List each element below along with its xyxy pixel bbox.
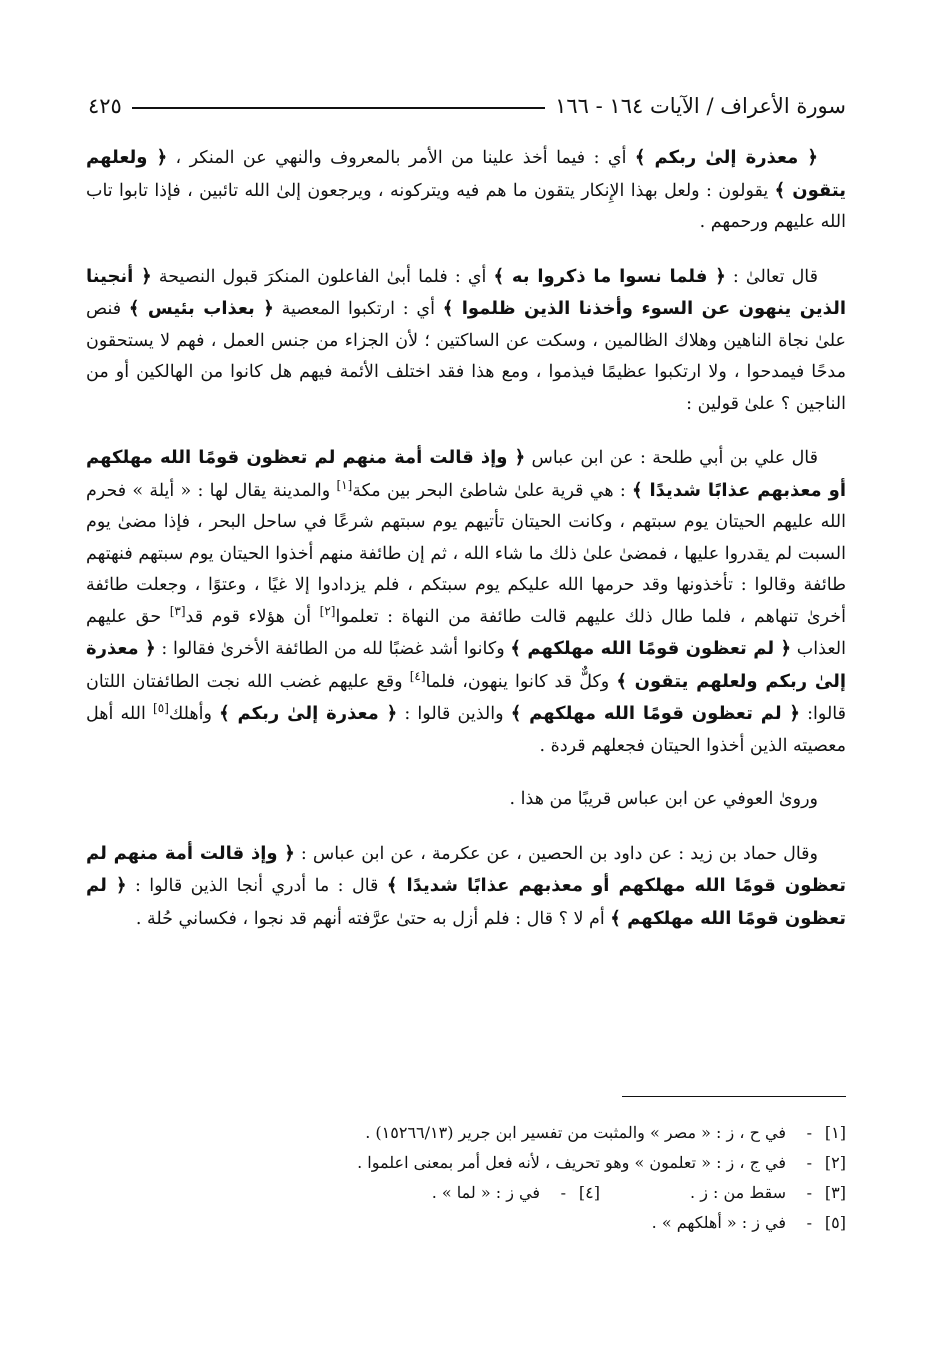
text-run: ورویٰ العوفي عن ابن عباس قريبًا من هذا . [509,789,818,809]
text-run: وكانوا أشد غضبًا لله من الطائفة الأخرىٰ فقالوا : [155,639,511,659]
footnote-row [120,1148,846,1178]
footnote-number: [٣] [824,1183,846,1202]
quran-quote: ﴿ أنجينا الذين ينهون عن السوء وأخذنا الذين ظلموا ﴾ [86,265,846,319]
text-run: وكلٌّ قد كانوا ينهون، فلما [425,671,617,692]
text-run: أي : فيما أخذ علينا من الأمر بالمعروف والنهي عن المنكر ، [167,148,635,168]
text-run: وقال حماد بن زيد : عن داود بن الحصين ، عن عكرمة ، عن ابن عباس : [294,843,818,864]
running-title: سورة الأعراف / الآيات ١٦٤ - ١٦٦ [555,94,846,118]
quran-quote: ﴿ معذرة إلىٰ ربكم ﴾ [219,703,398,724]
footnote-row [120,1118,846,1148]
text-run: وقع عليهم غضب الله نجت الطائفتان اللتان قالوا: [86,671,846,724]
footnote-number: [١] [824,1123,846,1142]
text-run: قال علي بن أبي طلحة : عن ابن عباس [525,448,819,468]
footnote-dash: - [806,1153,812,1172]
footnote-ref: [٢] [319,603,336,618]
main-text [86,142,846,957]
paragraph [86,142,846,239]
quran-quote: ﴿ لم تعظون قومًا الله مهلكهم ﴾ [510,638,792,659]
text-run: والمدينة يقال لها : « أيلة » فحرم الله عليهم الحيتان يوم سبتهم ، وكانت الحيتان تأتيهم يوم سبتهم شرعًا في ساحل البحر ، فإذا مضىٰ يوم السبت لم يقدروا عليها ، فمضىٰ علىٰ ذلك ما شاء الله ، ثم إن طائفة منهم أخذوا الحيتان يوم سبتهم فنهتهم طائفة وقالوا : تأخذونها وقد حرمها الله عليكم يوم سبتكم ، فلم يزدادوا إلا غيًا ، وعتوًا ، وجعلت طائفة أخرىٰ تنهاهم ، فلما طال ذلك عليهم قالت طائفة من النهاة : تعلموا [86,480,846,627]
text-run: قال : ما أدري أنجا الذين قالوا : [126,876,387,896]
footnote-ref: [١] [336,477,353,492]
quran-quote: ﴿ وإذ قالت أمة منهم لم تعظون قومًا الله مهلكهم أو معذبهم عذابًا شديدًا ﴾ [86,447,847,501]
footnote-separator [622,1096,846,1097]
text-run: : هي قرية علىٰ شاطئ البحر بين مكة [352,480,632,501]
footnotes [120,1118,846,1238]
footnote [690,1178,846,1208]
text-run: أن هؤلاء قوم قد [185,606,320,627]
footnote-text: في ز : « لما » . [431,1183,541,1202]
paragraph [86,442,846,762]
header-rule [132,107,545,109]
quran-quote: ﴿ ولعلهم يتقون ﴾ [86,147,846,201]
footnote [432,1178,600,1208]
quran-quote: ﴿ لم تعظون قومًا الله مهلكهم ﴾ [86,875,846,929]
footnote [652,1208,846,1238]
footnote-row [120,1178,846,1208]
paragraph [86,261,846,421]
footnote-text: في ح ، ز : « مصر » والمثبت من تفسير ابن جرير (١٥٢٦٦/١٣) . [365,1123,786,1142]
text-run: حق عليهم العذاب [86,606,846,659]
footnote-number: [٤] [578,1183,601,1202]
text-run: يقولون : ولعل بهذا الإِنكار يتقون ما هم فيه ويتركونه ، ويرجعون إلىٰ الله تائبين ، فإذا تابوا تاب الله عليهم ورحمهم . [86,180,846,232]
paragraph [86,838,846,936]
footnote-text: سقط من : ز . [690,1183,786,1202]
footnote-number: [٢] [824,1153,846,1172]
text-run: قال تعالىٰ : [725,266,818,287]
footnote-gap [600,1178,690,1208]
footnote-text: في ج ، ز : « تعلمون » وهو تحريف ، لأنه فعل أمر بمعنى اعلموا . [357,1153,786,1172]
quran-quote: ﴿ فلما نسوا ما ذكروا به ﴾ [493,265,726,287]
text-run: أي : فلما أبىٰ الفاعلون المنكرَ قبول النصيحة [151,266,494,287]
footnote-row [120,1208,846,1238]
text-run: أي : ارتكبوا المعصية [273,299,443,319]
text-run: الله أهل معصيته الذين أخذوا الحيتان فجعلهم قردة . [86,704,846,756]
quran-quote: ﴿ بعذاب بئيس ﴾ [128,298,274,319]
quran-quote: ﴿ معذرة إلىٰ ربكم ولعلهم يتقون ﴾ [86,638,847,692]
text-run: أم لا ؟ قال : فلم أزل به حتىٰ عرَّفته أنهم قد نجوا ، فكساني حُلة . [135,908,611,929]
footnote-ref: [٤] [409,668,426,683]
footnote-dash: - [806,1123,812,1142]
page-header [88,82,846,118]
footnote [365,1118,846,1148]
text-run: والذين قالوا : [397,704,511,724]
quran-quote: ﴿ لم تعظون قومًا الله مهلكهم ﴾ [510,703,800,724]
footnote-dash: - [806,1213,812,1232]
footnote-ref: [٣] [169,603,186,618]
page-number: ٤٢٥ [88,94,122,118]
footnote-number: [٥] [824,1213,846,1232]
text-run: فنص علىٰ نجاة الناهين وهلاك الظالمين ، وسكت عن الساكتين ؛ لأن الجزاء من جنس العمل ، فهم لا يستحقون مدحًا فيمدحوا ، ولا ارتكبوا عظيمًا فيذموا ، ومع هذا فقد اختلف الأئمة فيهم هل كانوا من الهالكين أو من الناجين ؟ علىٰ قولين : [86,299,846,414]
text-run: وأهلك [168,704,220,724]
quran-quote: ﴿ معذرة إلىٰ ربكم ﴾ [634,147,818,168]
footnote [357,1148,846,1178]
footnote-ref: [٥] [153,701,169,716]
footnote-dash: - [806,1183,812,1202]
quran-quote: ﴿ وإذ قالت أمة منهم لم تعظون قومًا الله مهلكهم أو معذبهم عذابًا شديدًا ﴾ [86,842,846,896]
footnote-text: في ز : « أهلكهم » . [651,1213,786,1232]
footnote-dash: - [560,1183,567,1202]
paragraph [86,784,846,816]
